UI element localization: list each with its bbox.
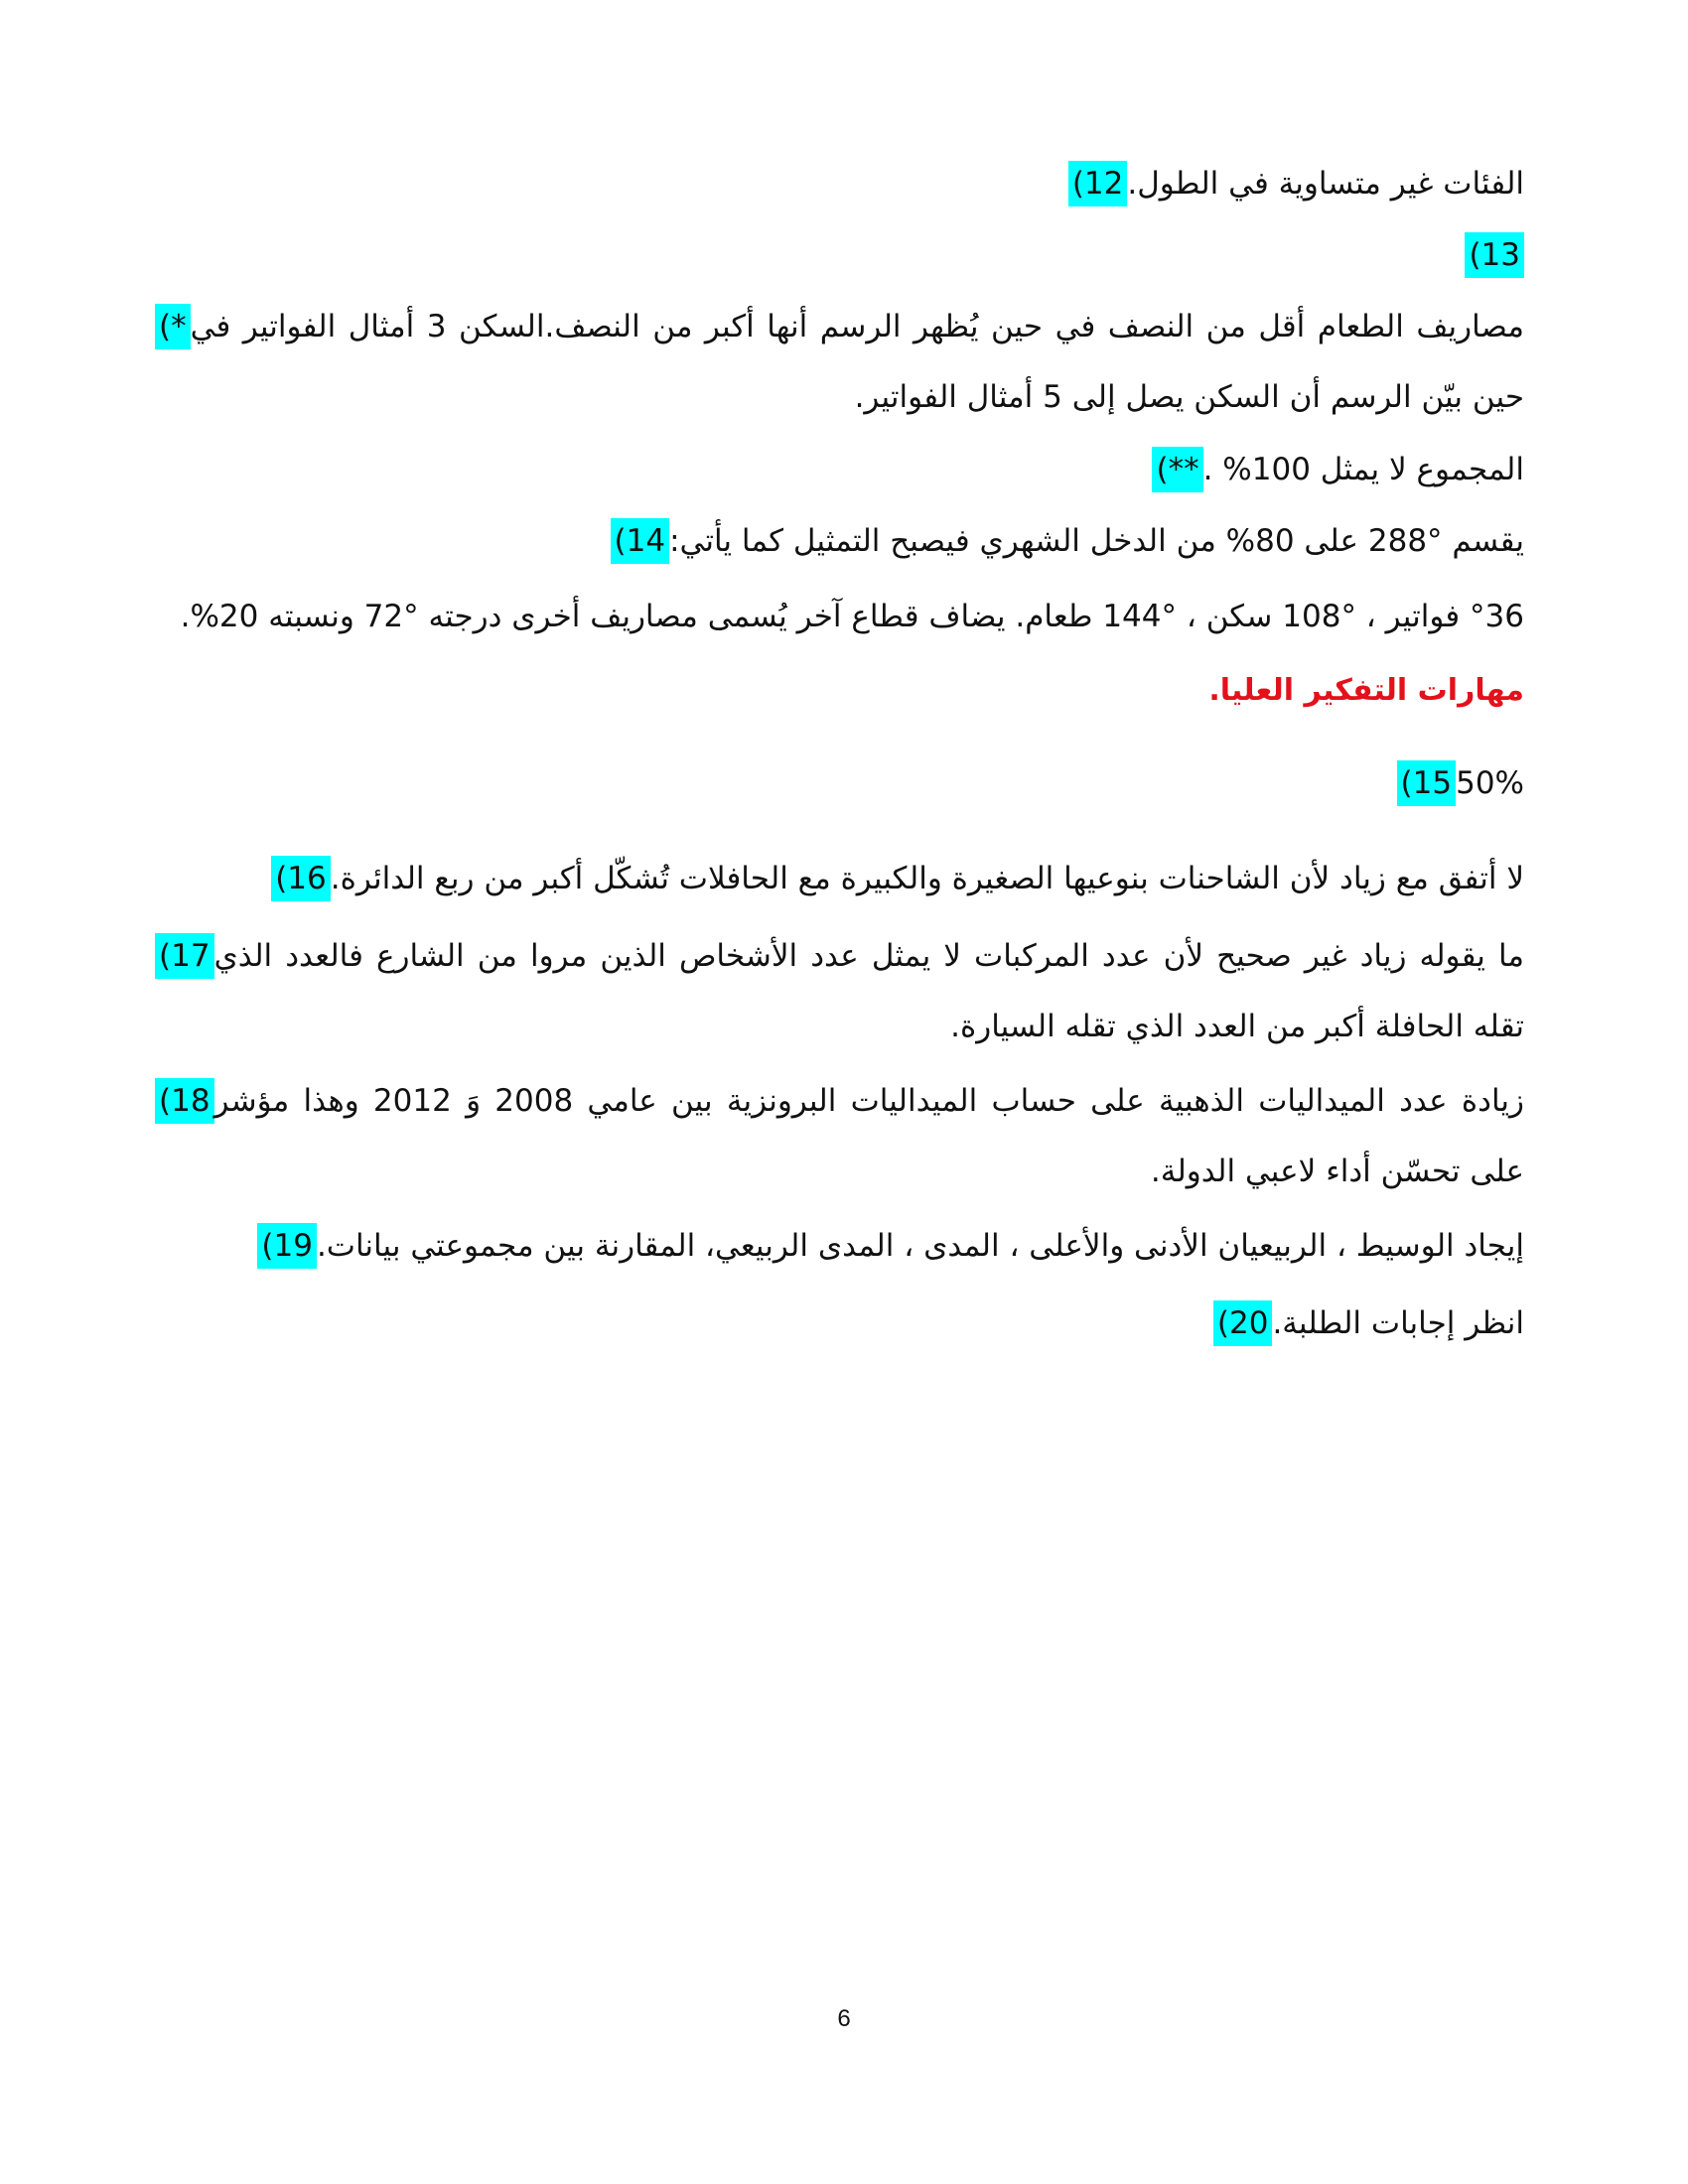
answer-number: (17 bbox=[155, 933, 214, 979]
answer-text: لا أتفق مع زياد لأن الشاحنات بنوعيها الصغيرة والكبيرة مع الحافلات تُشكّل أكبر من ربع الدائرة. bbox=[330, 861, 1524, 896]
answer-text: 50% bbox=[1456, 765, 1524, 801]
answer-text: إيجاد الوسيط ، الربيعيان الأدنى والأعلى ، المدى ، المدى الربيعي، المقارنة بين مجموعتي بيانات. bbox=[316, 1228, 1524, 1264]
answer-19 bbox=[149, 1211, 1524, 1282]
answer-text: زيادة عدد الميداليات الذهبية على حساب الميداليات البرونزية بين عامي 2008 وَ 2012 وهذا مؤشر على تحسّن أداء لاعبي الدولة. bbox=[213, 1083, 1524, 1189]
answer-20 bbox=[149, 1289, 1524, 1359]
answer-text: °36 فواتير ، °108 سكن ، °144 طعام. يضاف قطاع آخر يُسمى مصاريف أخرى درجته °72 ونسبته 20%. bbox=[180, 599, 1524, 634]
answer-18 bbox=[149, 1066, 1524, 1207]
answer-number: (19 bbox=[257, 1223, 317, 1269]
answer-number: (20 bbox=[1213, 1300, 1273, 1346]
answer-number: (15 bbox=[1397, 760, 1457, 806]
answer-star bbox=[149, 292, 1524, 433]
answer-number: (18 bbox=[155, 1078, 214, 1124]
answer-16 bbox=[149, 844, 1524, 914]
answer-text: ما يقوله زياد غير صحيح لأن عدد المركبات لا يمثل عدد الأشخاص الذين مروا من الشارع فالعدد الذي تقله الحافلة أكبر من العدد الذي تقله السيارة. bbox=[213, 938, 1524, 1044]
answer-double-star bbox=[149, 435, 1524, 505]
page-number: 6 bbox=[837, 2005, 851, 2032]
answer-number: (* bbox=[155, 304, 191, 349]
answer-12 bbox=[149, 149, 1524, 219]
answer-text: المجموع لا يمثل 100% . bbox=[1202, 452, 1524, 487]
answer-14-continued bbox=[149, 582, 1524, 652]
answer-15 bbox=[149, 749, 1524, 819]
answer-number: (12 bbox=[1068, 161, 1128, 206]
answer-13 bbox=[149, 220, 1524, 291]
answer-17 bbox=[149, 921, 1524, 1062]
answer-number: (13 bbox=[1465, 232, 1524, 278]
answer-text: يقسم °288 على 80% من الدخل الشهري فيصبح التمثيل كما يأتي: bbox=[669, 523, 1524, 559]
answer-14 bbox=[149, 506, 1524, 577]
answer-number: (** bbox=[1152, 447, 1202, 492]
document-page bbox=[149, 149, 1524, 2035]
answer-text: مصاريف الطعام أقل من النصف في حين يُظهر الرسم أنها أكبر من النصف.السكن 3 أمثال الفواتير في حين بيّن الرسم أن السكن يصل إلى 5 أمثال الفواتير. bbox=[190, 309, 1524, 415]
answer-number: (16 bbox=[271, 856, 331, 901]
answer-number: (14 bbox=[611, 518, 670, 564]
answer-text: الفئات غير متساوية في الطول. bbox=[1127, 166, 1524, 202]
answer-text: انظر إجابات الطلبة. bbox=[1272, 1305, 1524, 1341]
section-heading: مهارات التفكير العليا. bbox=[1208, 673, 1524, 708]
